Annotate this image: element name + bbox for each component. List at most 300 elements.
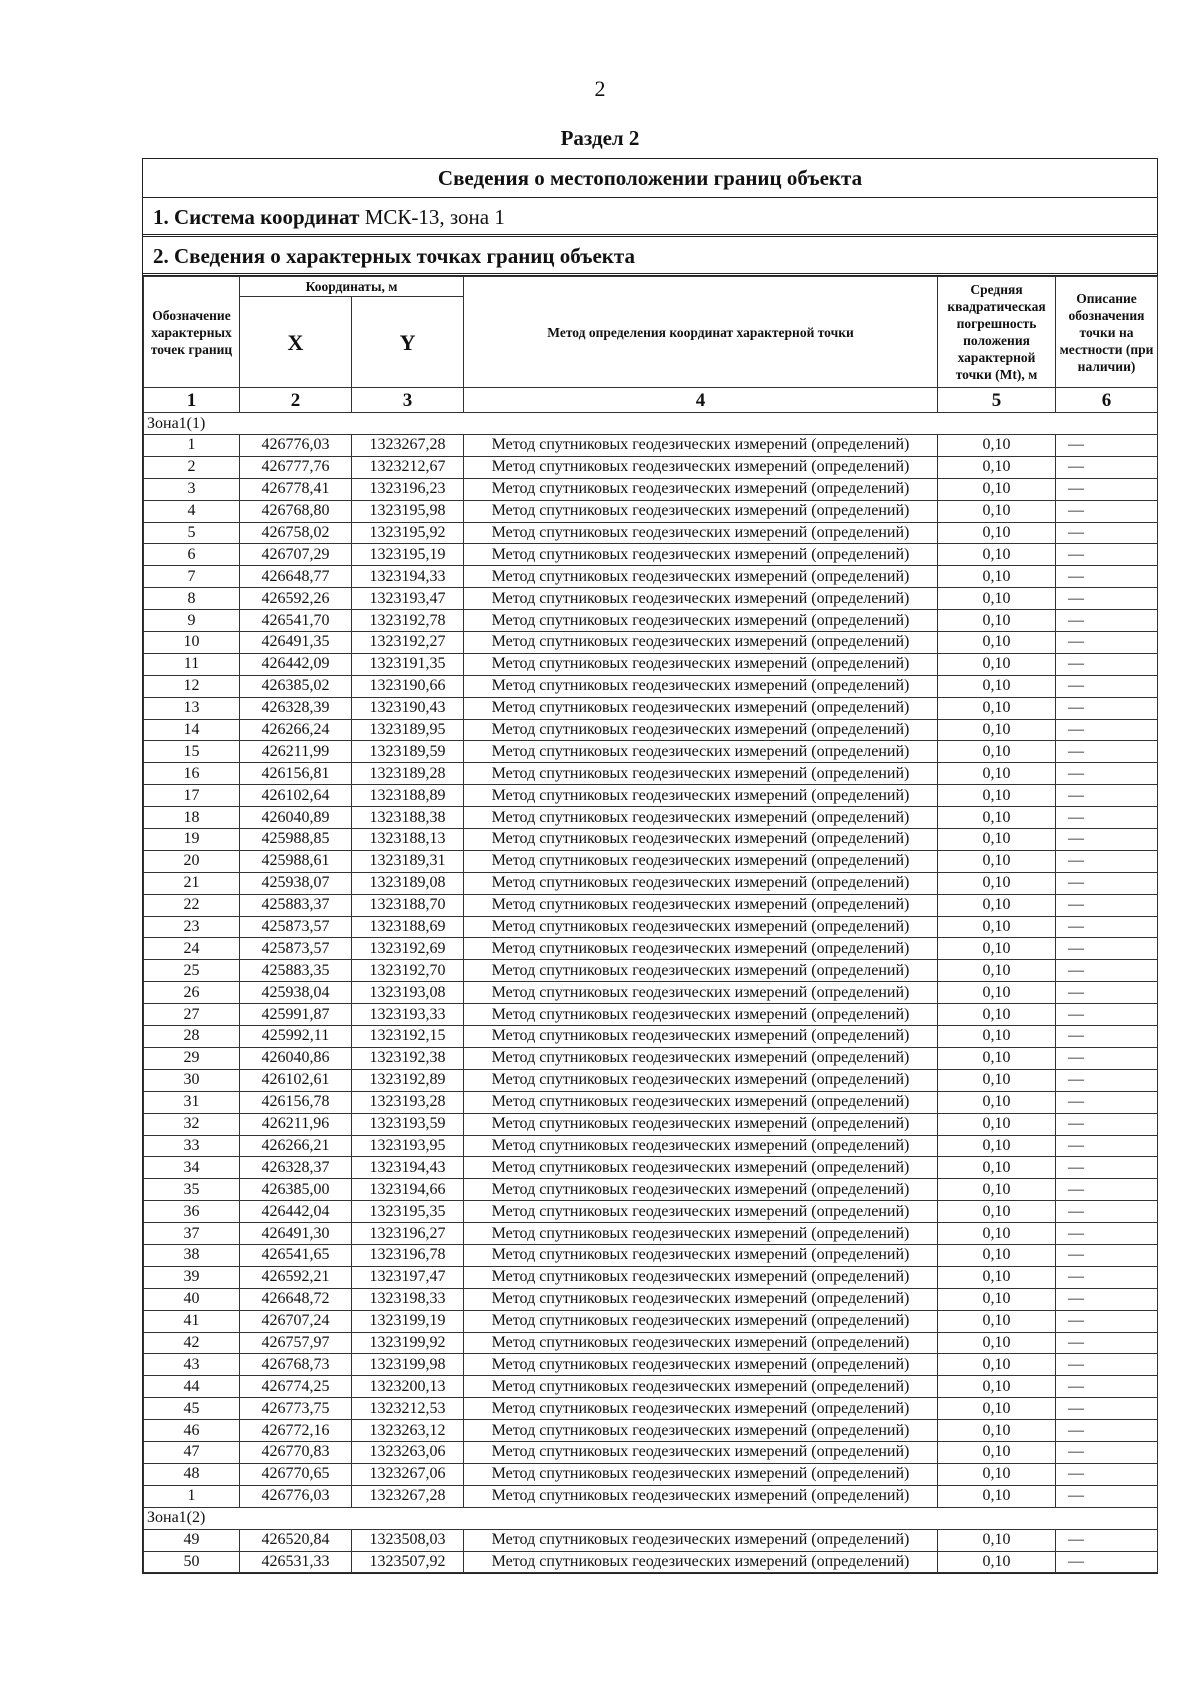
description: — (1056, 850, 1158, 872)
coord-y: 1323200,13 (352, 1376, 464, 1398)
method: Метод спутниковых геодезических измерений (определений) (464, 1157, 938, 1179)
coord-x: 425938,04 (240, 982, 352, 1004)
coord-y: 1323193,28 (352, 1091, 464, 1113)
table-row (144, 1179, 1158, 1201)
description: — (1056, 785, 1158, 807)
table-row (144, 1026, 1158, 1048)
method: Метод спутниковых геодезических измерений (определений) (464, 1266, 938, 1288)
point-number: 43 (144, 1354, 240, 1376)
accuracy: 0,10 (938, 500, 1056, 522)
description: — (1056, 456, 1158, 478)
table-row (144, 1463, 1158, 1485)
table-row (144, 1113, 1158, 1135)
method: Метод спутниковых геодезических измерений (определений) (464, 1179, 938, 1201)
table-row (144, 1354, 1158, 1376)
coord-x: 426776,03 (240, 1485, 352, 1507)
accuracy: 0,10 (938, 982, 1056, 1004)
coord-x: 426385,00 (240, 1179, 352, 1201)
coord-x: 426770,83 (240, 1441, 352, 1463)
column-number: 4 (464, 388, 938, 413)
point-number: 19 (144, 829, 240, 851)
table-row (144, 675, 1158, 697)
method: Метод спутниковых геодезических измерений (определений) (464, 741, 938, 763)
header-coordinates: Координаты, м (240, 277, 464, 297)
method: Метод спутниковых геодезических измерений (определений) (464, 1376, 938, 1398)
coord-x: 425988,85 (240, 829, 352, 851)
accuracy: 0,10 (938, 456, 1056, 478)
accuracy: 0,10 (938, 588, 1056, 610)
coord-x: 426777,76 (240, 456, 352, 478)
method: Метод спутниковых геодезических измерений (определений) (464, 544, 938, 566)
column-number: 2 (240, 388, 352, 413)
coord-y: 1323195,98 (352, 500, 464, 522)
coord-x: 425883,35 (240, 960, 352, 982)
description: — (1056, 1376, 1158, 1398)
accuracy: 0,10 (938, 719, 1056, 741)
table-row (144, 1529, 1158, 1551)
method: Метод спутниковых геодезических измерений (определений) (464, 763, 938, 785)
method: Метод спутниковых геодезических измерений (определений) (464, 588, 938, 610)
method: Метод спутниковых геодезических измерений (определений) (464, 1441, 938, 1463)
accuracy: 0,10 (938, 566, 1056, 588)
accuracy: 0,10 (938, 829, 1056, 851)
description: — (1056, 1551, 1158, 1573)
method: Метод спутниковых геодезических измерений (определений) (464, 1332, 938, 1354)
coord-y: 1323192,15 (352, 1026, 464, 1048)
accuracy: 0,10 (938, 1244, 1056, 1266)
accuracy: 0,10 (938, 1420, 1056, 1442)
method: Метод спутниковых геодезических измерений (определений) (464, 850, 938, 872)
coord-y: 1323194,43 (352, 1157, 464, 1179)
description: — (1056, 1201, 1158, 1223)
point-number: 42 (144, 1332, 240, 1354)
header-method: Метод определения координат характерной точки (464, 277, 938, 388)
coord-x: 426592,21 (240, 1266, 352, 1288)
table-row (144, 1069, 1158, 1091)
point-number: 18 (144, 807, 240, 829)
description: — (1056, 588, 1158, 610)
accuracy: 0,10 (938, 1113, 1056, 1135)
accuracy: 0,10 (938, 807, 1056, 829)
accuracy: 0,10 (938, 1441, 1056, 1463)
point-number: 9 (144, 610, 240, 632)
coord-y: 1323199,98 (352, 1354, 464, 1376)
coord-x: 426266,24 (240, 719, 352, 741)
section-title: Раздел 2 (560, 126, 640, 150)
method: Метод спутниковых геодезических измерений (определений) (464, 938, 938, 960)
coord-x: 426385,02 (240, 675, 352, 697)
header-y: Y (352, 297, 464, 388)
coord-y: 1323189,28 (352, 763, 464, 785)
point-number: 4 (144, 500, 240, 522)
table-row (144, 785, 1158, 807)
method: Метод спутниковых геодезических измерений (определений) (464, 1288, 938, 1310)
accuracy: 0,10 (938, 960, 1056, 982)
point-number: 23 (144, 916, 240, 938)
table-row (144, 1201, 1158, 1223)
table-row (144, 1091, 1158, 1113)
coord-y: 1323193,08 (352, 982, 464, 1004)
description: — (1056, 872, 1158, 894)
accuracy: 0,10 (938, 1310, 1056, 1332)
coord-y: 1323193,59 (352, 1113, 464, 1135)
point-number: 26 (144, 982, 240, 1004)
method: Метод спутниковых геодезических измерений (определений) (464, 1069, 938, 1091)
coord-y: 1323194,33 (352, 566, 464, 588)
accuracy: 0,10 (938, 785, 1056, 807)
method: Метод спутниковых геодезических измерений (определений) (464, 1135, 938, 1157)
coord-y: 1323508,03 (352, 1529, 464, 1551)
description: — (1056, 829, 1158, 851)
coord-x: 426648,72 (240, 1288, 352, 1310)
coord-y: 1323192,27 (352, 632, 464, 654)
method: Метод спутниковых геодезических измерений (определений) (464, 1529, 938, 1551)
coord-y: 1323192,89 (352, 1069, 464, 1091)
coord-x: 426541,70 (240, 610, 352, 632)
point-number: 34 (144, 1157, 240, 1179)
method: Метод спутниковых геодезических измерений (определений) (464, 1551, 938, 1573)
accuracy: 0,10 (938, 675, 1056, 697)
coord-x: 426778,41 (240, 478, 352, 500)
table-row (144, 982, 1158, 1004)
coord-x: 426266,21 (240, 1135, 352, 1157)
coord-x: 426040,89 (240, 807, 352, 829)
point-number: 11 (144, 653, 240, 675)
point-number: 5 (144, 522, 240, 544)
accuracy: 0,10 (938, 872, 1056, 894)
method: Метод спутниковых геодезических измерений (определений) (464, 500, 938, 522)
coord-y: 1323196,78 (352, 1244, 464, 1266)
description: — (1056, 1091, 1158, 1113)
point-number: 22 (144, 894, 240, 916)
accuracy: 0,10 (938, 1135, 1056, 1157)
point-number: 32 (144, 1113, 240, 1135)
accuracy: 0,10 (938, 1529, 1056, 1551)
accuracy: 0,10 (938, 632, 1056, 654)
method: Метод спутниковых геодезических измерений (определений) (464, 1091, 938, 1113)
method: Метод спутниковых геодезических измерений (определений) (464, 916, 938, 938)
header-description: Описание обозначения точки на местности (при наличии) (1056, 277, 1158, 388)
coord-x: 426442,09 (240, 653, 352, 675)
coord-x: 425938,07 (240, 872, 352, 894)
column-number: 6 (1056, 388, 1158, 413)
coord-y: 1323195,92 (352, 522, 464, 544)
point-number: 30 (144, 1069, 240, 1091)
point-number: 2 (144, 456, 240, 478)
point-number: 1 (144, 1485, 240, 1507)
coord-y: 1323212,67 (352, 456, 464, 478)
zone-label: Зона1(1) (144, 413, 1158, 435)
coord-x: 426757,97 (240, 1332, 352, 1354)
description: — (1056, 1529, 1158, 1551)
coord-x: 426776,03 (240, 435, 352, 457)
accuracy: 0,10 (938, 894, 1056, 916)
coord-y: 1323188,69 (352, 916, 464, 938)
header-designation: Обозначение характерных точек границ (144, 277, 240, 388)
description: — (1056, 1223, 1158, 1245)
accuracy: 0,10 (938, 435, 1056, 457)
point-number: 33 (144, 1135, 240, 1157)
accuracy: 0,10 (938, 763, 1056, 785)
table-row (144, 1266, 1158, 1288)
column-number-row (144, 388, 1158, 413)
point-number: 10 (144, 632, 240, 654)
description: — (1056, 807, 1158, 829)
accuracy: 0,10 (938, 741, 1056, 763)
method: Метод спутниковых геодезических измерений (определений) (464, 1113, 938, 1135)
method: Метод спутниковых геодезических измерений (определений) (464, 982, 938, 1004)
method: Метод спутниковых геодезических измерений (определений) (464, 697, 938, 719)
description: — (1056, 1179, 1158, 1201)
method: Метод спутниковых геодезических измерений (определений) (464, 785, 938, 807)
table-row (144, 1420, 1158, 1442)
table-row (144, 588, 1158, 610)
accuracy: 0,10 (938, 478, 1056, 500)
coord-y: 1323193,47 (352, 588, 464, 610)
table-row (144, 719, 1158, 741)
accuracy: 0,10 (938, 1332, 1056, 1354)
coord-y: 1323190,43 (352, 697, 464, 719)
method: Метод спутниковых геодезических измерений (определений) (464, 456, 938, 478)
method: Метод спутниковых геодезических измерений (определений) (464, 1244, 938, 1266)
coord-y: 1323188,13 (352, 829, 464, 851)
point-number: 1 (144, 435, 240, 457)
coord-y: 1323198,33 (352, 1288, 464, 1310)
table-row (144, 1244, 1158, 1266)
coord-y: 1323188,70 (352, 894, 464, 916)
coord-x: 426328,39 (240, 697, 352, 719)
coord-y: 1323191,35 (352, 653, 464, 675)
accuracy: 0,10 (938, 697, 1056, 719)
coord-y: 1323192,78 (352, 610, 464, 632)
accuracy: 0,10 (938, 1223, 1056, 1245)
table-row (144, 1441, 1158, 1463)
coord-y: 1323188,38 (352, 807, 464, 829)
boundary-form (142, 158, 1158, 1574)
coord-x: 426707,24 (240, 1310, 352, 1332)
method: Метод спутниковых геодезических измерений (определений) (464, 1223, 938, 1245)
description: — (1056, 982, 1158, 1004)
description: — (1056, 1157, 1158, 1179)
table-row (144, 1398, 1158, 1420)
table-row (144, 1376, 1158, 1398)
method: Метод спутниковых геодезических измерений (определений) (464, 807, 938, 829)
description: — (1056, 894, 1158, 916)
method: Метод спутниковых геодезических измерений (определений) (464, 1485, 938, 1507)
point-number: 46 (144, 1420, 240, 1442)
coord-y: 1323192,69 (352, 938, 464, 960)
table-row (144, 850, 1158, 872)
point-number: 14 (144, 719, 240, 741)
coord-y: 1323199,92 (352, 1332, 464, 1354)
point-number: 40 (144, 1288, 240, 1310)
table-row (144, 960, 1158, 982)
coord-x: 426102,64 (240, 785, 352, 807)
point-number: 37 (144, 1223, 240, 1245)
accuracy: 0,10 (938, 1179, 1056, 1201)
method: Метод спутниковых геодезических измерений (определений) (464, 719, 938, 741)
accuracy: 0,10 (938, 1376, 1056, 1398)
accuracy: 0,10 (938, 850, 1056, 872)
table-row (144, 456, 1158, 478)
point-number: 3 (144, 478, 240, 500)
table-row (144, 478, 1158, 500)
table-row (144, 916, 1158, 938)
table-row (144, 1223, 1158, 1245)
description: — (1056, 960, 1158, 982)
coord-y: 1323189,08 (352, 872, 464, 894)
points-heading: 2. Сведения о характерных точках границ объекта (143, 237, 1157, 276)
point-number: 7 (144, 566, 240, 588)
coord-x: 426774,25 (240, 1376, 352, 1398)
accuracy: 0,10 (938, 653, 1056, 675)
accuracy: 0,10 (938, 938, 1056, 960)
description: — (1056, 1135, 1158, 1157)
coord-x: 426768,73 (240, 1354, 352, 1376)
table-row (144, 544, 1158, 566)
description: — (1056, 478, 1158, 500)
table-row (144, 1004, 1158, 1026)
table-row (144, 1288, 1158, 1310)
table-row (144, 1551, 1158, 1573)
coord-x: 425873,57 (240, 916, 352, 938)
method: Метод спутниковых геодезических измерений (определений) (464, 1420, 938, 1442)
method: Метод спутниковых геодезических измерений (определений) (464, 632, 938, 654)
point-number: 12 (144, 675, 240, 697)
method: Метод спутниковых геодезических измерений (определений) (464, 1201, 938, 1223)
coordinate-system-value: МСК-13, зона 1 (364, 205, 505, 229)
description: — (1056, 1244, 1158, 1266)
accuracy: 0,10 (938, 1047, 1056, 1069)
table-row (144, 1485, 1158, 1507)
table-row (144, 522, 1158, 544)
point-number: 47 (144, 1441, 240, 1463)
coord-x: 426491,35 (240, 632, 352, 654)
coord-y: 1323267,28 (352, 435, 464, 457)
table-row (144, 938, 1158, 960)
accuracy: 0,10 (938, 1288, 1056, 1310)
zone-label: Зона1(2) (144, 1507, 1158, 1529)
point-number: 49 (144, 1529, 240, 1551)
accuracy: 0,10 (938, 1004, 1056, 1026)
point-number: 27 (144, 1004, 240, 1026)
table-row (144, 1047, 1158, 1069)
table-row (144, 566, 1158, 588)
point-number: 28 (144, 1026, 240, 1048)
method: Метод спутниковых геодезических измерений (определений) (464, 675, 938, 697)
coord-x: 425873,57 (240, 938, 352, 960)
point-number: 25 (144, 960, 240, 982)
accuracy: 0,10 (938, 916, 1056, 938)
coord-x: 426328,37 (240, 1157, 352, 1179)
point-number: 20 (144, 850, 240, 872)
coord-y: 1323263,06 (352, 1441, 464, 1463)
accuracy: 0,10 (938, 1354, 1056, 1376)
description: — (1056, 1332, 1158, 1354)
table-row (144, 1310, 1158, 1332)
method: Метод спутниковых геодезических измерений (определений) (464, 610, 938, 632)
description: — (1056, 1463, 1158, 1485)
point-number: 17 (144, 785, 240, 807)
point-number: 13 (144, 697, 240, 719)
point-number: 50 (144, 1551, 240, 1573)
method: Метод спутниковых геодезических измерений (определений) (464, 1047, 938, 1069)
table-row (144, 697, 1158, 719)
coord-y: 1323188,89 (352, 785, 464, 807)
coord-x: 426102,61 (240, 1069, 352, 1091)
coord-x: 425991,87 (240, 1004, 352, 1026)
description: — (1056, 916, 1158, 938)
accuracy: 0,10 (938, 1485, 1056, 1507)
table-row (144, 829, 1158, 851)
coord-y: 1323194,66 (352, 1179, 464, 1201)
column-number: 5 (938, 388, 1056, 413)
point-number: 31 (144, 1091, 240, 1113)
table-row (144, 632, 1158, 654)
table-row (144, 435, 1158, 457)
coord-y: 1323196,27 (352, 1223, 464, 1245)
point-number: 35 (144, 1179, 240, 1201)
point-number: 38 (144, 1244, 240, 1266)
description: — (1056, 1069, 1158, 1091)
point-number: 6 (144, 544, 240, 566)
point-number: 36 (144, 1201, 240, 1223)
method: Метод спутниковых геодезических измерений (определений) (464, 1310, 938, 1332)
coord-x: 426772,16 (240, 1420, 352, 1442)
description: — (1056, 653, 1158, 675)
description: — (1056, 1026, 1158, 1048)
description: — (1056, 741, 1158, 763)
column-number: 1 (144, 388, 240, 413)
coord-y: 1323193,95 (352, 1135, 464, 1157)
table-row (144, 741, 1158, 763)
table-row (144, 872, 1158, 894)
coord-y: 1323189,31 (352, 850, 464, 872)
coord-x: 426040,86 (240, 1047, 352, 1069)
coord-x: 426156,81 (240, 763, 352, 785)
accuracy: 0,10 (938, 1266, 1056, 1288)
column-number: 3 (352, 388, 464, 413)
coord-y: 1323212,53 (352, 1398, 464, 1420)
coord-y: 1323189,95 (352, 719, 464, 741)
description: — (1056, 1310, 1158, 1332)
table-row (144, 653, 1158, 675)
coord-y: 1323263,12 (352, 1420, 464, 1442)
accuracy: 0,10 (938, 522, 1056, 544)
table-row (144, 894, 1158, 916)
coord-y: 1323190,66 (352, 675, 464, 697)
coord-x: 426211,99 (240, 741, 352, 763)
coord-x: 426648,77 (240, 566, 352, 588)
coord-x: 426211,96 (240, 1113, 352, 1135)
description: — (1056, 435, 1158, 457)
description: — (1056, 1004, 1158, 1026)
point-number: 24 (144, 938, 240, 960)
description: — (1056, 938, 1158, 960)
accuracy: 0,10 (938, 1463, 1056, 1485)
coord-y: 1323199,19 (352, 1310, 464, 1332)
coord-x: 426442,04 (240, 1201, 352, 1223)
accuracy: 0,10 (938, 1157, 1056, 1179)
point-number: 39 (144, 1266, 240, 1288)
table-header (144, 277, 1158, 413)
method: Метод спутниковых геодезических измерений (определений) (464, 960, 938, 982)
accuracy: 0,10 (938, 1398, 1056, 1420)
table-body (144, 413, 1158, 1573)
table-row (144, 1135, 1158, 1157)
table-row (144, 610, 1158, 632)
method: Метод спутниковых геодезических измерений (определений) (464, 1026, 938, 1048)
